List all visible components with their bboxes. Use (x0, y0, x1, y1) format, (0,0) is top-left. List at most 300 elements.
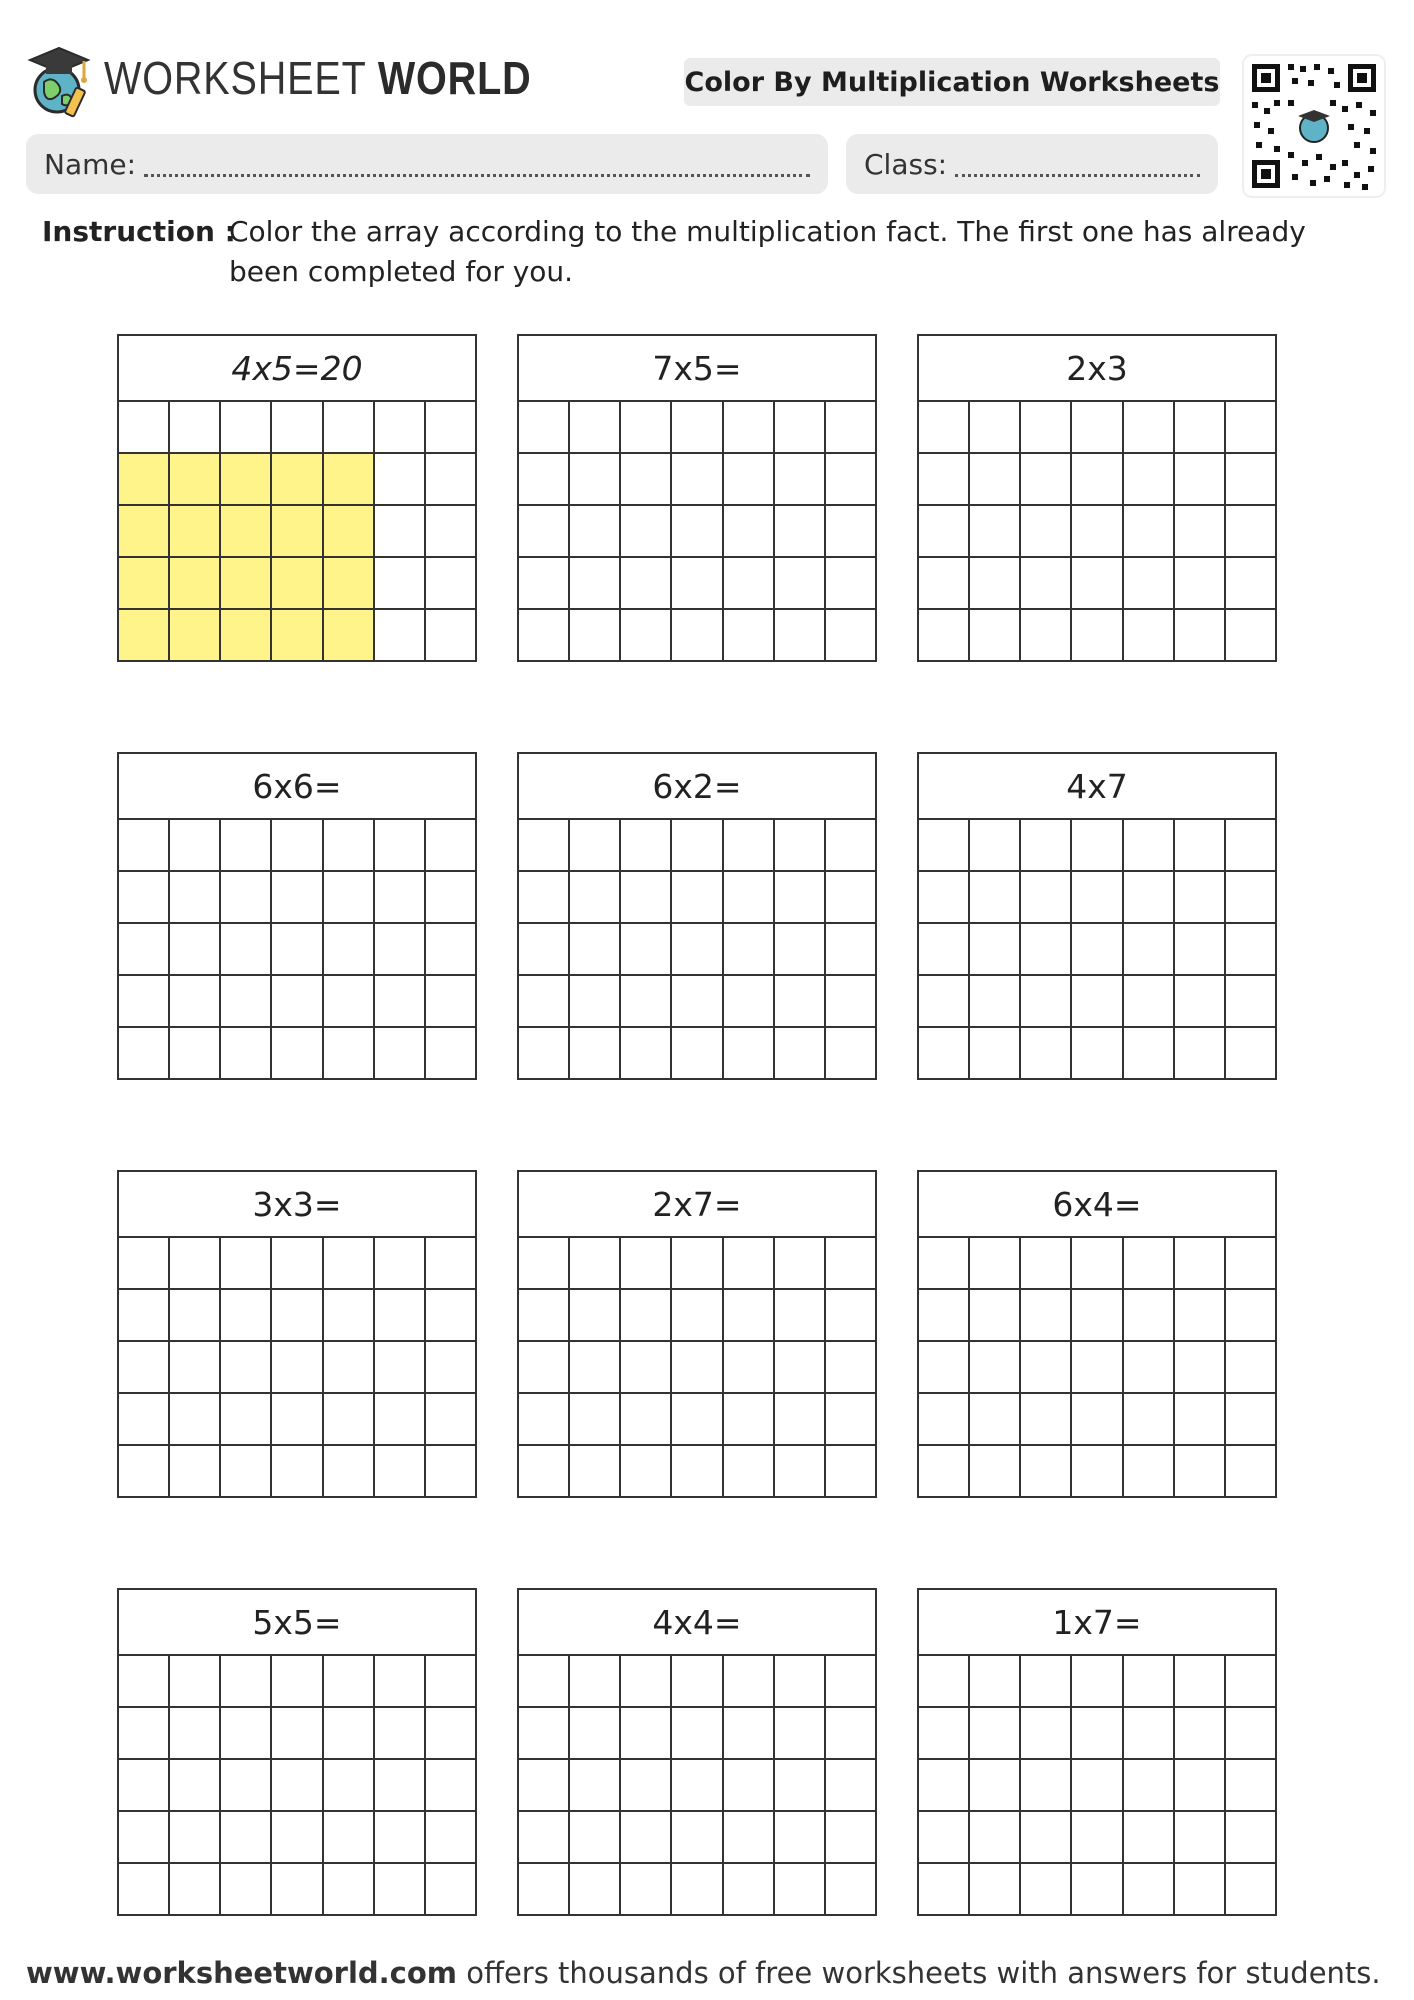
grid-cell[interactable] (221, 1864, 272, 1916)
grid-cell[interactable] (221, 976, 272, 1028)
grid-cell[interactable] (119, 1290, 170, 1342)
grid-cell[interactable] (324, 820, 375, 872)
grid-cell[interactable] (1124, 872, 1175, 924)
grid-cell[interactable] (1021, 506, 1072, 558)
grid-cell-colored[interactable] (119, 610, 170, 662)
grid-cell[interactable] (375, 976, 426, 1028)
grid-cell[interactable] (119, 1812, 170, 1864)
grid-cell[interactable] (970, 1028, 1021, 1080)
grid-cell[interactable] (672, 1238, 723, 1290)
grid-cell[interactable] (1226, 506, 1277, 558)
grid-cell[interactable] (324, 1028, 375, 1080)
grid-cell[interactable] (375, 558, 426, 610)
grid-cell[interactable] (426, 1342, 477, 1394)
grid-cell[interactable] (170, 402, 221, 454)
grid-cell[interactable] (375, 924, 426, 976)
grid-cell[interactable] (519, 610, 570, 662)
grid-cell[interactable] (621, 1446, 672, 1498)
grid-cell[interactable] (1021, 1342, 1072, 1394)
grid-cell[interactable] (1226, 1864, 1277, 1916)
grid-cell[interactable] (1021, 1864, 1072, 1916)
grid-cell-colored[interactable] (272, 506, 323, 558)
grid-cell[interactable] (1072, 1864, 1123, 1916)
grid-cell[interactable] (724, 1812, 775, 1864)
grid-cell[interactable] (1072, 1760, 1123, 1812)
grid-cell[interactable] (221, 1238, 272, 1290)
grid-cell[interactable] (375, 1238, 426, 1290)
grid-cell[interactable] (826, 1812, 877, 1864)
grid-cell-colored[interactable] (272, 454, 323, 506)
grid-cell[interactable] (775, 454, 826, 506)
grid-cell[interactable] (519, 1656, 570, 1708)
grid-cell[interactable] (621, 1812, 672, 1864)
grid-cell[interactable] (170, 1864, 221, 1916)
grid-cell[interactable] (519, 1446, 570, 1498)
grid-cell[interactable] (1072, 1238, 1123, 1290)
grid-cell[interactable] (1124, 1290, 1175, 1342)
grid-cell[interactable] (375, 506, 426, 558)
grid-cell[interactable] (272, 820, 323, 872)
grid-cell[interactable] (324, 1656, 375, 1708)
grid-cell[interactable] (1175, 924, 1226, 976)
grid-cell[interactable] (1175, 454, 1226, 506)
grid-cell[interactable] (775, 1290, 826, 1342)
grid-cell[interactable] (919, 1238, 970, 1290)
grid-cell[interactable] (519, 1342, 570, 1394)
grid-cell[interactable] (724, 872, 775, 924)
grid-cell[interactable] (621, 558, 672, 610)
grid-cell[interactable] (621, 1028, 672, 1080)
grid-cell[interactable] (1124, 1864, 1175, 1916)
grid-cell[interactable] (1175, 1656, 1226, 1708)
grid-cell[interactable] (724, 506, 775, 558)
grid-cell[interactable] (1226, 1446, 1277, 1498)
grid-cell[interactable] (775, 610, 826, 662)
grid-cell[interactable] (170, 1028, 221, 1080)
grid-cell[interactable] (570, 1446, 621, 1498)
grid-cell[interactable] (724, 558, 775, 610)
grid-cell[interactable] (1226, 1812, 1277, 1864)
grid-cell[interactable] (1226, 454, 1277, 506)
grid-cell[interactable] (1124, 610, 1175, 662)
grid-cell[interactable] (1175, 1760, 1226, 1812)
grid-cell[interactable] (826, 1760, 877, 1812)
grid-cell[interactable] (826, 1342, 877, 1394)
grid-cell[interactable] (1021, 924, 1072, 976)
grid-cell[interactable] (426, 402, 477, 454)
grid-cell[interactable] (1021, 1028, 1072, 1080)
grid-cell[interactable] (724, 402, 775, 454)
grid-cell[interactable] (1124, 1342, 1175, 1394)
grid-cell[interactable] (170, 1290, 221, 1342)
grid-cell-colored[interactable] (324, 454, 375, 506)
grid-cell[interactable] (775, 924, 826, 976)
grid-cell[interactable] (324, 976, 375, 1028)
grid-cell[interactable] (724, 924, 775, 976)
grid-cell[interactable] (1175, 820, 1226, 872)
grid-cell[interactable] (970, 1342, 1021, 1394)
grid-cell[interactable] (826, 1394, 877, 1446)
grid-cell[interactable] (1072, 402, 1123, 454)
grid-cell[interactable] (724, 1238, 775, 1290)
grid-cell[interactable] (775, 820, 826, 872)
grid-cell[interactable] (324, 1760, 375, 1812)
grid-cell[interactable] (1226, 1342, 1277, 1394)
grid-cell[interactable] (970, 1290, 1021, 1342)
grid-cell[interactable] (221, 924, 272, 976)
grid-cell[interactable] (426, 976, 477, 1028)
grid-cell[interactable] (970, 506, 1021, 558)
grid-cell[interactable] (1072, 1290, 1123, 1342)
grid-cell[interactable] (724, 1760, 775, 1812)
grid-cell[interactable] (519, 1864, 570, 1916)
grid-cell[interactable] (1021, 976, 1072, 1028)
grid-cell[interactable] (1021, 610, 1072, 662)
grid-cell[interactable] (375, 454, 426, 506)
grid-cell[interactable] (375, 1656, 426, 1708)
grid-cell[interactable] (919, 1812, 970, 1864)
grid-cell[interactable] (519, 506, 570, 558)
grid-cell[interactable] (324, 1446, 375, 1498)
grid-cell[interactable] (1175, 1342, 1226, 1394)
grid-cell[interactable] (426, 1446, 477, 1498)
grid-cell[interactable] (1226, 924, 1277, 976)
grid-cell[interactable] (375, 820, 426, 872)
grid-cell[interactable] (672, 820, 723, 872)
grid-cell[interactable] (570, 1656, 621, 1708)
grid-cell[interactable] (672, 402, 723, 454)
grid-cell[interactable] (970, 1394, 1021, 1446)
grid-cell[interactable] (519, 454, 570, 506)
grid-cell[interactable] (919, 1342, 970, 1394)
grid-cell[interactable] (672, 1760, 723, 1812)
grid-cell[interactable] (919, 454, 970, 506)
grid-cell[interactable] (221, 872, 272, 924)
grid-cell[interactable] (1021, 558, 1072, 610)
grid-cell[interactable] (724, 1028, 775, 1080)
grid-cell[interactable] (775, 402, 826, 454)
grid-cell[interactable] (1072, 1394, 1123, 1446)
grid-cell[interactable] (775, 1812, 826, 1864)
grid-cell[interactable] (1124, 1760, 1175, 1812)
grid-cell[interactable] (919, 976, 970, 1028)
class-field[interactable] (846, 134, 1218, 194)
grid-cell[interactable] (221, 402, 272, 454)
grid-cell[interactable] (272, 924, 323, 976)
grid-cell[interactable] (324, 1238, 375, 1290)
grid-cell[interactable] (826, 820, 877, 872)
grid-cell[interactable] (1226, 402, 1277, 454)
grid-cell-colored[interactable] (119, 454, 170, 506)
grid-cell[interactable] (170, 1708, 221, 1760)
grid-cell[interactable] (570, 402, 621, 454)
grid-cell[interactable] (919, 402, 970, 454)
grid-cell[interactable] (519, 1812, 570, 1864)
grid-cell[interactable] (919, 1864, 970, 1916)
grid-cell[interactable] (1124, 1238, 1175, 1290)
grid-cell[interactable] (1175, 1812, 1226, 1864)
grid-cell[interactable] (1021, 1812, 1072, 1864)
grid-cell[interactable] (1175, 1394, 1226, 1446)
grid-cell[interactable] (672, 1708, 723, 1760)
grid-cell[interactable] (272, 976, 323, 1028)
grid-cell[interactable] (170, 1812, 221, 1864)
grid-cell[interactable] (826, 454, 877, 506)
grid-cell[interactable] (970, 1656, 1021, 1708)
grid-cell[interactable] (826, 976, 877, 1028)
grid-cell[interactable] (272, 1656, 323, 1708)
grid-cell[interactable] (970, 1864, 1021, 1916)
grid-cell[interactable] (724, 1394, 775, 1446)
name-blank[interactable] (144, 152, 810, 177)
grid-cell[interactable] (919, 1708, 970, 1760)
grid-cell[interactable] (519, 402, 570, 454)
grid-cell[interactable] (272, 1394, 323, 1446)
grid-cell[interactable] (324, 1812, 375, 1864)
grid-cell[interactable] (970, 1760, 1021, 1812)
grid-cell[interactable] (672, 1656, 723, 1708)
grid-cell[interactable] (570, 1864, 621, 1916)
grid-cell[interactable] (221, 1656, 272, 1708)
grid-cell[interactable] (1124, 820, 1175, 872)
grid-cell[interactable] (426, 1812, 477, 1864)
grid-cell[interactable] (1124, 1028, 1175, 1080)
grid-cell[interactable] (221, 1290, 272, 1342)
grid-cell[interactable] (119, 1342, 170, 1394)
grid-cell[interactable] (519, 1394, 570, 1446)
grid-cell[interactable] (621, 820, 672, 872)
grid-cell[interactable] (1021, 454, 1072, 506)
grid-cell[interactable] (826, 1864, 877, 1916)
grid-cell[interactable] (426, 1656, 477, 1708)
grid-cell[interactable] (570, 1238, 621, 1290)
grid-cell[interactable] (221, 1028, 272, 1080)
grid-cell[interactable] (426, 872, 477, 924)
grid-cell[interactable] (775, 558, 826, 610)
grid-cell[interactable] (919, 924, 970, 976)
grid-cell[interactable] (1021, 1708, 1072, 1760)
grid-cell[interactable] (119, 1238, 170, 1290)
grid-cell[interactable] (1021, 402, 1072, 454)
grid-cell[interactable] (119, 1446, 170, 1498)
grid-cell[interactable] (221, 1394, 272, 1446)
grid-cell[interactable] (672, 1028, 723, 1080)
grid-cell[interactable] (570, 924, 621, 976)
grid-cell[interactable] (221, 1708, 272, 1760)
grid-cell[interactable] (672, 1812, 723, 1864)
grid-cell[interactable] (570, 976, 621, 1028)
grid-cell[interactable] (170, 820, 221, 872)
grid-cell[interactable] (1124, 454, 1175, 506)
grid-cell[interactable] (826, 1028, 877, 1080)
grid-cell[interactable] (170, 976, 221, 1028)
grid-cell[interactable] (1226, 1708, 1277, 1760)
grid-cell[interactable] (221, 1812, 272, 1864)
grid-cell[interactable] (324, 1708, 375, 1760)
grid-cell[interactable] (724, 610, 775, 662)
grid-cell-colored[interactable] (272, 610, 323, 662)
grid-cell[interactable] (970, 454, 1021, 506)
grid-cell[interactable] (221, 1760, 272, 1812)
grid-cell[interactable] (970, 558, 1021, 610)
grid-cell[interactable] (119, 820, 170, 872)
grid-cell[interactable] (775, 1656, 826, 1708)
grid-cell[interactable] (621, 1656, 672, 1708)
grid-cell[interactable] (775, 506, 826, 558)
grid-cell[interactable] (272, 1290, 323, 1342)
grid-cell[interactable] (570, 454, 621, 506)
grid-cell[interactable] (621, 1290, 672, 1342)
grid-cell[interactable] (672, 872, 723, 924)
grid-cell[interactable] (724, 1656, 775, 1708)
grid-cell-colored[interactable] (324, 506, 375, 558)
grid-cell[interactable] (1124, 976, 1175, 1028)
grid-cell[interactable] (272, 1760, 323, 1812)
grid-cell[interactable] (119, 924, 170, 976)
grid-cell[interactable] (519, 1760, 570, 1812)
grid-cell[interactable] (970, 402, 1021, 454)
grid-cell[interactable] (1072, 454, 1123, 506)
grid-cell-colored[interactable] (221, 454, 272, 506)
grid-cell[interactable] (672, 1290, 723, 1342)
grid-cell[interactable] (919, 820, 970, 872)
grid-cell[interactable] (970, 610, 1021, 662)
grid-cell[interactable] (1175, 558, 1226, 610)
grid-cell[interactable] (621, 1708, 672, 1760)
grid-cell[interactable] (1226, 1760, 1277, 1812)
grid-cell[interactable] (1226, 1028, 1277, 1080)
grid-cell[interactable] (775, 1394, 826, 1446)
grid-cell[interactable] (1175, 1446, 1226, 1498)
grid-cell-colored[interactable] (221, 610, 272, 662)
grid-cell[interactable] (426, 1708, 477, 1760)
grid-cell[interactable] (826, 402, 877, 454)
grid-cell[interactable] (426, 1290, 477, 1342)
grid-cell[interactable] (375, 610, 426, 662)
grid-cell[interactable] (724, 1446, 775, 1498)
grid-cell[interactable] (324, 1864, 375, 1916)
grid-cell[interactable] (826, 872, 877, 924)
grid-cell[interactable] (919, 1656, 970, 1708)
grid-cell[interactable] (1175, 610, 1226, 662)
grid-cell[interactable] (1124, 1812, 1175, 1864)
grid-cell[interactable] (221, 1342, 272, 1394)
grid-cell[interactable] (519, 872, 570, 924)
grid-cell[interactable] (570, 506, 621, 558)
grid-cell[interactable] (519, 820, 570, 872)
grid-cell[interactable] (1072, 976, 1123, 1028)
grid-cell[interactable] (1072, 1708, 1123, 1760)
grid-cell[interactable] (426, 1864, 477, 1916)
grid-cell[interactable] (775, 1238, 826, 1290)
grid-cell-colored[interactable] (221, 558, 272, 610)
grid-cell[interactable] (519, 1028, 570, 1080)
grid-cell[interactable] (119, 976, 170, 1028)
grid-cell[interactable] (621, 506, 672, 558)
grid-cell[interactable] (375, 872, 426, 924)
grid-cell[interactable] (375, 1812, 426, 1864)
grid-cell[interactable] (1175, 976, 1226, 1028)
grid-cell[interactable] (570, 1708, 621, 1760)
grid-cell[interactable] (426, 1394, 477, 1446)
grid-cell[interactable] (621, 1864, 672, 1916)
grid-cell[interactable] (426, 924, 477, 976)
grid-cell[interactable] (1124, 402, 1175, 454)
grid-cell[interactable] (519, 976, 570, 1028)
grid-cell[interactable] (519, 1290, 570, 1342)
grid-cell[interactable] (621, 402, 672, 454)
grid-cell[interactable] (272, 1812, 323, 1864)
grid-cell[interactable] (1226, 610, 1277, 662)
grid-cell[interactable] (1226, 1238, 1277, 1290)
grid-cell[interactable] (324, 872, 375, 924)
grid-cell[interactable] (1124, 506, 1175, 558)
grid-cell[interactable] (1021, 1656, 1072, 1708)
grid-cell[interactable] (826, 558, 877, 610)
grid-cell[interactable] (1021, 820, 1072, 872)
grid-cell[interactable] (426, 506, 477, 558)
grid-cell[interactable] (970, 924, 1021, 976)
grid-cell[interactable] (375, 1394, 426, 1446)
grid-cell[interactable] (1226, 1394, 1277, 1446)
grid-cell-colored[interactable] (170, 558, 221, 610)
grid-cell[interactable] (919, 558, 970, 610)
grid-cell[interactable] (1175, 506, 1226, 558)
grid-cell[interactable] (221, 820, 272, 872)
grid-cell[interactable] (1175, 1290, 1226, 1342)
grid-cell[interactable] (570, 1394, 621, 1446)
grid-cell[interactable] (272, 1238, 323, 1290)
grid-cell[interactable] (775, 1864, 826, 1916)
grid-cell[interactable] (1175, 402, 1226, 454)
grid-cell[interactable] (1072, 1656, 1123, 1708)
grid-cell[interactable] (426, 558, 477, 610)
grid-cell[interactable] (170, 1446, 221, 1498)
grid-cell[interactable] (519, 1708, 570, 1760)
grid-cell[interactable] (1072, 872, 1123, 924)
grid-cell[interactable] (119, 1656, 170, 1708)
grid-cell[interactable] (272, 1028, 323, 1080)
grid-cell[interactable] (272, 1342, 323, 1394)
grid-cell[interactable] (570, 820, 621, 872)
grid-cell[interactable] (621, 976, 672, 1028)
grid-cell[interactable] (1021, 1394, 1072, 1446)
grid-cell[interactable] (621, 1760, 672, 1812)
grid-cell-colored[interactable] (170, 454, 221, 506)
grid-cell[interactable] (672, 1446, 723, 1498)
grid-cell[interactable] (170, 924, 221, 976)
grid-cell[interactable] (1124, 1656, 1175, 1708)
grid-cell[interactable] (375, 1708, 426, 1760)
grid-cell[interactable] (1021, 1446, 1072, 1498)
grid-cell[interactable] (1226, 1290, 1277, 1342)
grid-cell[interactable] (621, 1342, 672, 1394)
grid-cell[interactable] (672, 924, 723, 976)
grid-cell[interactable] (724, 1342, 775, 1394)
name-field[interactable] (26, 134, 828, 194)
grid-cell[interactable] (170, 1238, 221, 1290)
grid-cell[interactable] (826, 506, 877, 558)
grid-cell[interactable] (672, 976, 723, 1028)
grid-cell[interactable] (724, 976, 775, 1028)
grid-cell[interactable] (826, 610, 877, 662)
grid-cell[interactable] (119, 1708, 170, 1760)
grid-cell[interactable] (375, 402, 426, 454)
grid-cell[interactable] (375, 1864, 426, 1916)
grid-cell[interactable] (775, 1446, 826, 1498)
grid-cell[interactable] (1175, 872, 1226, 924)
grid-cell[interactable] (826, 1708, 877, 1760)
